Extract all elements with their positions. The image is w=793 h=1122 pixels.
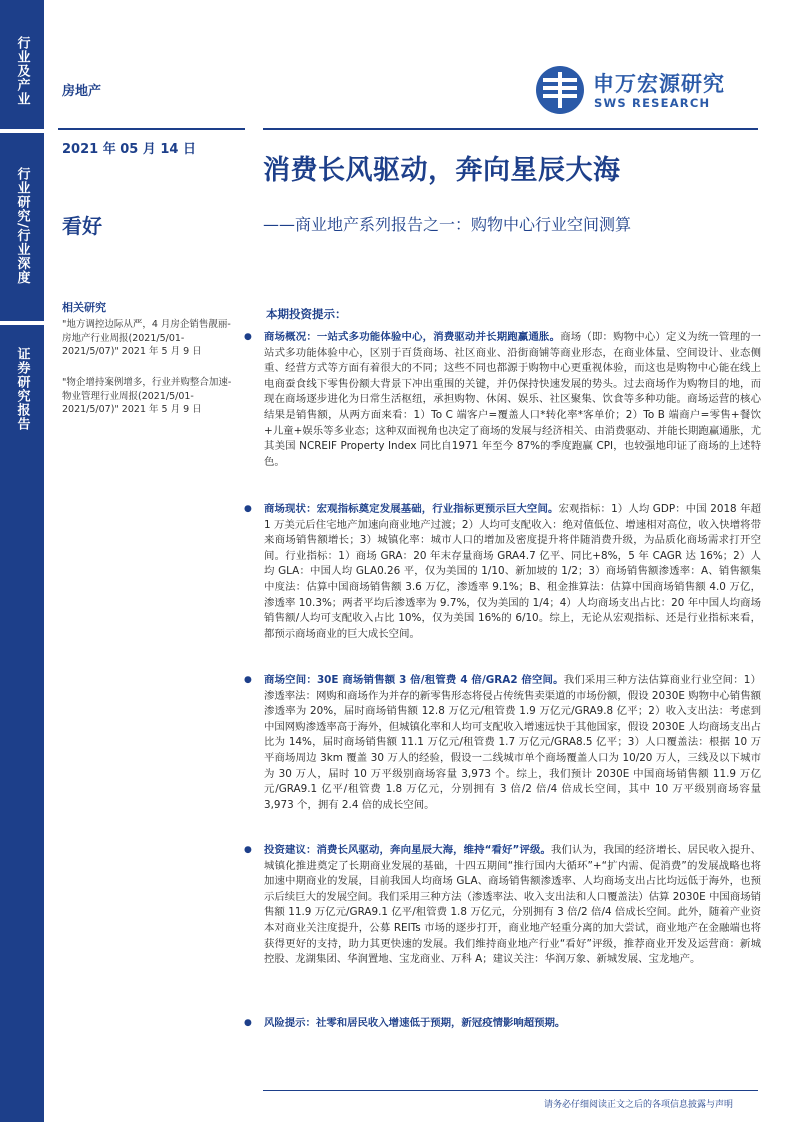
sws-logo-mark-icon bbox=[533, 64, 587, 116]
highlight-section-overview bbox=[244, 330, 762, 470]
company-logo bbox=[533, 64, 755, 118]
highlight-section-status bbox=[244, 502, 761, 642]
footer-disclaimer: 请务必仔细阅读正文之后的各项信息披露与声明 bbox=[544, 1100, 734, 1110]
bullet-icon: ● bbox=[244, 845, 252, 855]
related-research-item[interactable]: "物企增持案例增多，行业并购整合加速-物业管理行业周报(2021/5/01-2021/5/07)" 2021 年 5 月 9 日 bbox=[62, 377, 232, 415]
industry-label: 房地产 bbox=[62, 84, 102, 99]
section-lead: 投资建议：消费长风驱动，奔向星辰大海，维持“看好”评级。 bbox=[264, 844, 552, 856]
sidebar-bar-research-type bbox=[0, 133, 44, 321]
header-rule-right bbox=[263, 128, 758, 130]
footer-rule bbox=[263, 1090, 758, 1091]
bullet-icon: ● bbox=[244, 332, 252, 342]
section-body: 宏观指标：1）人均 GDP：中国 2018 年超 1 万美元后住宅地产加速向商业地产过渡；2）人均可支配收入：绝对值低位、增速相对高位，收入快增将带来商场销售额增长；3）城镇化率：城市人口的增加及密度提升将伴随消费升级，为品质化商场需求打开空间。行业指标：1）商场 GRA：20 年末存量商场 GRA4.7 亿平、同比+8%，5 年 CAGR 达 16%；2）人均 GLA：中国人均 GLA0.26 平，仅为美国的 1/10、新加坡的 1/2；3）商场销售额渗透率：A、销售额集中度法：估算中国商场销售额 3.6 万亿，渗透率 9.1%；B、租金推算法：估算中国商场销售额 4.0 万亿，渗透率 10.3%；两者平均后渗透率为 9.7%，仅为美国的 1/4；4）人均商场支出占比：20 年中国人均商场销售额/人均可支配收入占比 10%，仅为美国 16%的 6/10。综上，无论从宏观指标、还是行业指标来看，都预示商场商业的巨大成长空间。 bbox=[264, 503, 761, 640]
report-date: 2021 年 05 月 14 日 bbox=[62, 142, 196, 157]
sidebar-bar-report-type bbox=[0, 325, 44, 1122]
sidebar-label-industry: 行业及产业 bbox=[14, 36, 30, 106]
bullet-icon: ● bbox=[244, 675, 252, 685]
section-lead: 商场空间：30E 商场销售额 3 倍/租管费 4 倍/GRA2 倍空间。 bbox=[264, 674, 564, 686]
highlight-section-recommendation bbox=[244, 843, 761, 968]
highlight-section-risk bbox=[244, 1016, 761, 1032]
highlights-heading: 本期投资提示： bbox=[266, 307, 347, 321]
section-body: 我们认为，我国的经济增长、居民收入提升、城镇化推进奠定了长期商业发展的基础，十四五期间“推行国内大循环”+“扩内需、促消费”的发展战略也将加速中期商业的发展，目前我国人均商场 GLA、商场销售额渗透率、人均商场支出占比均远低于海外，也预示后续巨大的发展空间。我们采用三种方法（渗透率法、收入支出法和人口覆盖法）估算 2030E 中国商场销售额 11.9 万亿元/GRA9.1 亿平/租管费 1.8 万亿元，分别拥有 3 倍/2 倍/4 倍成长空间。此外，随着产业资本对商业关注度提升，公募 REITs 市场的逐步打开，商业地产轻重分离的加大尝试，商业地产在金融端也将获得更好的支持，助力其更快速的发展。我们维持商业地产行业“看好”评级，推荐商业开发及运营商：新城控股、龙湖集团、华润置地、宝龙商业、万科 A；建议关注：华润万象、新城发展、宝龙地产。 bbox=[264, 844, 761, 966]
report-subtitle: ——商业地产系列报告之一：购物中心行业空间测算 bbox=[263, 215, 632, 234]
sidebar-bar-industry bbox=[0, 0, 44, 129]
logo-chinese-name: 申万宏源研究 bbox=[593, 72, 725, 96]
section-lead: 风险提示：社零和居民收入增速低于预期，新冠疫情影响超预期。 bbox=[264, 1017, 566, 1029]
related-research-item[interactable]: "地方调控边际从严，4 月房企销售靓丽-房地产行业周报(2021/5/01-2021/5/07)" 2021 年 5 月 9 日 bbox=[62, 319, 231, 357]
bullet-icon: ● bbox=[244, 504, 252, 514]
section-lead: 商场概况：一站式多功能体验中心，消费驱动并长期跑赢通胀。 bbox=[264, 331, 561, 343]
section-body: 商场（即：购物中心）定义为统一管理的一站式多功能体验中心，区别于百货商场、社区商业、沿街商铺等商业形态，在商业体量、空间设计、业态侧重、经营方式等方面有着很大的不同；这些不同也都源于购物中心更重视体验，而这也是购物中心能在线上电商蚕食线下零售份额大背景下冲出重围的关键，并仍保持快速发展的势头。过去商场作为购物目的地，而现在商场逐步进化为日常生活枢纽，承担购物、休闲、娱乐、社区聚集、饮食等多种功能。商场运营的核心结果是销售额，从两方面来看：1）To C 端客户=覆盖人口*转化率*客单价；2）To B 端商户=零售+餐饮+儿童+娱乐等多业态；这种双面视角也决定了商场的发展与经济相关、由消费驱动、并能长期跑赢通胀，尤其美国 NCREIF Property Index 同比自1971 年至今 87%的季度跑赢 CPI，也较强地印证了商场的上述特色。 bbox=[264, 331, 762, 468]
highlight-section-space bbox=[244, 673, 761, 813]
logo-english-name: SWS RESEARCH bbox=[594, 96, 711, 110]
report-title: 消费长风驱动，奔向星辰大海 bbox=[263, 155, 621, 186]
bullet-icon: ● bbox=[244, 1018, 252, 1028]
industry-rating: 看好 bbox=[62, 214, 102, 238]
header-rule-left bbox=[58, 128, 245, 130]
sidebar-label-report-type: 证券研究报告 bbox=[14, 347, 30, 431]
section-body: 我们采用三种方法估算商业行业空间：1）渗透率法：网购和商场作为并存的新零售形态将侵占传统售卖渠道的市场份额，假设 2030E 购物中心销售额渗透率为 20%，届时商场销售额 12.8 万亿元/租管费 1.9 万亿元/GRA9.8 亿平；2）收入支出法：考虑到中国网购渗透率高于海外，但城镇化率和人均可支配收入增速远快于其他国家，假设 2030E 人均商场支出占比为 14%，届时商场销售额 11.1 万亿元/租管费 1.7 万亿元/GRA8.5 亿平；3）人口覆盖法：根据 10 万平商场周边 3km 覆盖 30 万人的经验，假设一二线城市单个商场覆盖人口为 10/20 万人，三线及以下城市为 30 万人，届时 10 万平级别商场容量 3,973 个。综上，我们预计 2030E 中国商场销售额 11.9 万亿元/GRA9.1 亿平/租管费 1.8 万亿元，分别拥有 3 倍/2 倍/4 倍成长空间，其中 10 万平级别商场容量 3,973 个，拥有 2.4 倍的成长空间。 bbox=[264, 674, 761, 811]
sidebar-label-research-type: 行业研究/行业深度 bbox=[14, 167, 30, 285]
related-research-heading: 相关研究 bbox=[62, 301, 106, 314]
section-lead: 商场现状：宏观指标奠定发展基础，行业指标更预示巨大空间。 bbox=[264, 503, 559, 515]
